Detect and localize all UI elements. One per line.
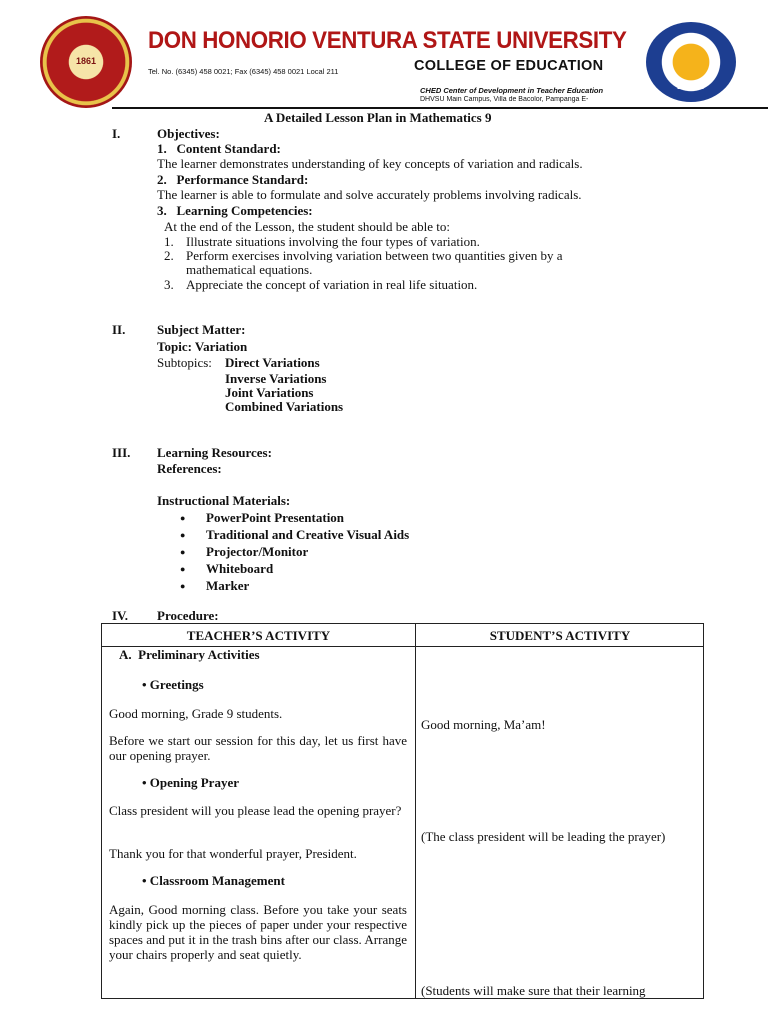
subtopics-label: Subtopics: <box>157 355 212 370</box>
competency-text: mathematical equations. <box>186 262 313 277</box>
section-title-subject-matter: Subject Matter: <box>157 322 246 337</box>
performance-standard-label: 2. Performance Standard: <box>157 172 309 187</box>
bullet-icon: ● <box>180 564 186 574</box>
greetings-heading: • Greetings <box>142 677 204 692</box>
seal-text: DHVSU <box>676 82 705 91</box>
seal-year: 1861 <box>75 56 97 66</box>
subtopic: Inverse Variations <box>225 371 327 386</box>
column-header-teacher: TEACHER’S ACTIVITY <box>186 628 331 643</box>
subtopic: Joint Variations <box>225 385 314 400</box>
materials-label: Instructional Materials: <box>157 493 291 508</box>
topic: Topic: Variation <box>157 339 248 354</box>
teacher-prayer-intro: Before we start our session for this day, let us first have our opening prayer. <box>109 733 407 763</box>
bullet-icon: ● <box>180 547 186 557</box>
bullet-icon: ● <box>180 513 186 523</box>
competency-number: 2. <box>164 248 174 263</box>
section-number: IV. <box>112 608 129 623</box>
competency-text: Perform exercises involving variation between two quantities given by a <box>186 248 563 263</box>
section-title-objectives: Objectives: <box>157 126 220 141</box>
section-title-procedure: Procedure: <box>157 608 219 623</box>
opening-prayer-heading: • Opening Prayer <box>142 775 239 790</box>
teacher-thanks: Thank you for that wonderful prayer, President. <box>109 846 357 861</box>
student-learning: (Students will make sure that their learning <box>421 983 646 998</box>
section-number: II. <box>112 322 126 337</box>
column-divider <box>415 624 416 998</box>
ched-label: CHED Center of Development in Teacher Education <box>420 86 604 95</box>
bullet-icon: ● <box>180 581 186 591</box>
contact-info: Tel. No. (6345) 458 0021; Fax (6345) 458 0021 Local 211 <box>148 67 339 76</box>
header-divider <box>112 107 768 109</box>
college-name: COLLEGE OF EDUCATION <box>414 58 604 74</box>
college-seal-logo <box>646 22 736 102</box>
material-item: Marker <box>206 578 250 593</box>
student-greeting: Good morning, Ma’am! <box>421 717 546 732</box>
material-item: Traditional and Creative Visual Aids <box>206 527 410 542</box>
document-title: A Detailed Lesson Plan in Mathematics 9 <box>264 110 492 125</box>
section-title-resources: Learning Resources: <box>157 445 272 460</box>
competency-text: Appreciate the concept of variation in real life situation. <box>186 277 478 292</box>
content-standard-text: The learner demonstrates understanding of key concepts of variation and radicals. <box>157 156 583 171</box>
student-prayer: (The class president will be leading the prayer) <box>421 829 666 844</box>
competency-number: 3. <box>164 277 174 292</box>
section-number: III. <box>112 445 131 460</box>
material-item: Whiteboard <box>206 561 274 576</box>
competencies-intro: At the end of the Lesson, the student should be able to: <box>164 219 450 234</box>
subtopic: Direct Variations <box>225 355 320 370</box>
section-number: I. <box>112 126 121 141</box>
content-standard-label: 1. Content Standard: <box>157 141 281 156</box>
references-label: References: <box>157 461 222 476</box>
performance-standard-text: The learner is able to formulate and solve accurately problems involving radicals. <box>157 187 582 202</box>
classroom-management-heading: • Classroom Management <box>142 873 285 888</box>
column-header-student: STUDENT’S ACTIVITY <box>489 628 631 643</box>
material-item: PowerPoint Presentation <box>206 510 345 525</box>
material-item: Projector/Monitor <box>206 544 309 559</box>
competency-number: 1. <box>164 234 174 249</box>
campus-address: DHVSU Main Campus, Villa de Bacolor, Pampanga E- <box>420 96 589 103</box>
preliminary-activities-heading: A. Preliminary Activities <box>119 647 260 662</box>
competency-text: Illustrate situations involving the four types of variation. <box>186 234 480 249</box>
bullet-icon: ● <box>180 530 186 540</box>
university-name: DON HONORIO VENTURA STATE UNIVERSITY <box>148 27 627 54</box>
competencies-label: 3. Learning Competencies: <box>157 203 313 218</box>
teacher-lead-prayer: Class president will you please lead the opening prayer? <box>109 803 402 818</box>
teacher-greeting: Good morning, Grade 9 students. <box>109 706 283 721</box>
university-seal-logo <box>40 16 132 108</box>
subtopic: Combined Variations <box>225 399 344 414</box>
procedure-table <box>101 623 704 999</box>
teacher-management-instructions: Again, Good morning class. Before you take your seats kindly pick up the pieces of paper under your respective spaces and put it in the trash bins after our class. Arrange your chairs properly and seat quietly. <box>109 902 407 962</box>
